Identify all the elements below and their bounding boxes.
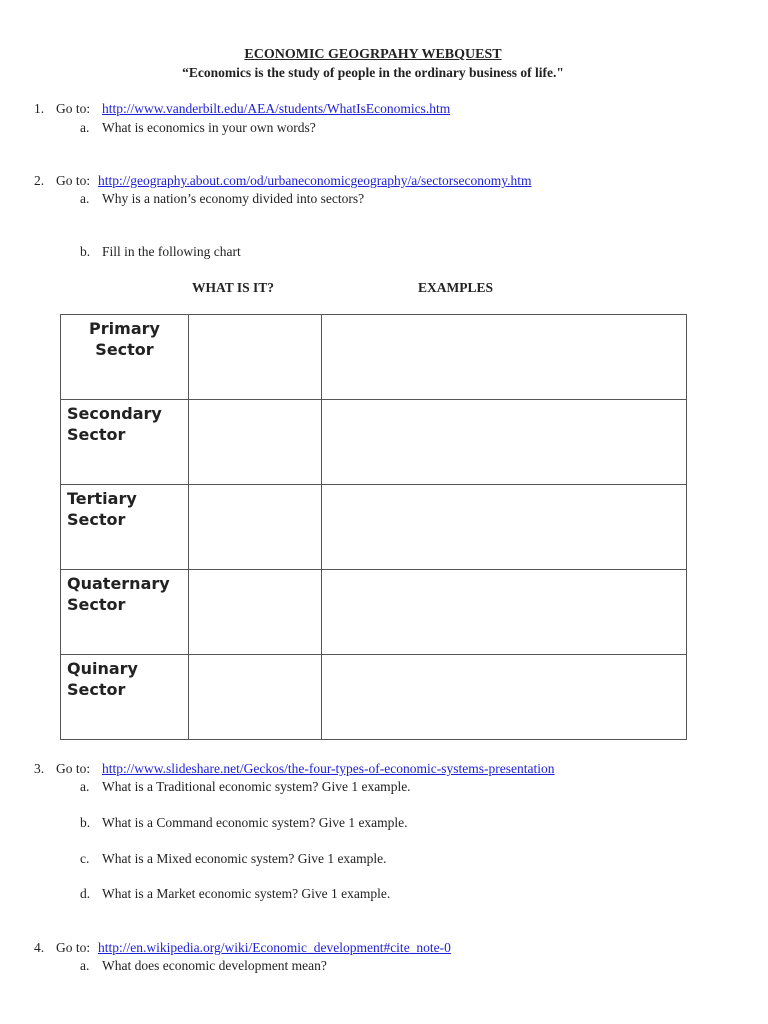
table-row — [61, 485, 687, 570]
item-text: Fill in the following chart — [102, 244, 241, 259]
sector-label-cell — [61, 655, 189, 740]
table-row — [61, 400, 687, 485]
sector-label — [61, 485, 188, 530]
question-number: 4. — [34, 940, 45, 955]
sector-word: Sector — [67, 595, 126, 614]
examples-cell[interactable] — [322, 655, 687, 740]
sector-name: Quaternary — [67, 574, 170, 593]
question-link[interactable]: http://en.wikipedia.org/wiki/Economic_development#cite_note-0 — [98, 940, 451, 955]
item-text: What is a Mixed economic system? Give 1 example. — [102, 851, 387, 866]
examples-cell[interactable] — [322, 315, 687, 400]
table-row — [61, 315, 687, 400]
what-is-it-cell[interactable] — [189, 570, 322, 655]
item-text: What is a Command economic system? Give 1 example. — [102, 815, 408, 830]
item-letter: d. — [80, 886, 91, 901]
question-link[interactable]: http://www.slideshare.net/Geckos/the-four-types-of-economic-systems-presentation — [102, 761, 555, 776]
sector-label — [61, 570, 188, 615]
table-row — [61, 570, 687, 655]
sector-label — [61, 400, 188, 445]
examples-cell[interactable] — [322, 400, 687, 485]
sector-name: Secondary — [67, 404, 162, 423]
sector-label-cell — [61, 485, 189, 570]
sector-name: Primary — [89, 319, 160, 338]
go-to-label: Go to: — [56, 101, 91, 116]
item-text: Why is a nation’s economy divided into sectors? — [102, 191, 365, 206]
examples-cell[interactable] — [322, 570, 687, 655]
item-letter: c. — [80, 851, 90, 866]
sector-chart — [60, 314, 687, 740]
go-to-label: Go to: — [56, 940, 91, 955]
chart-header-what-is-it: WHAT IS IT? — [192, 280, 275, 295]
item-letter: a. — [80, 779, 90, 794]
what-is-it-cell[interactable] — [189, 655, 322, 740]
question-link[interactable]: http://www.vanderbilt.edu/AEA/students/WhatIsEconomics.htm — [102, 101, 451, 116]
question-link[interactable]: http://geography.about.com/od/urbaneconomicgeography/a/sectorseconomy.htm — [98, 173, 532, 188]
chart-header-examples: EXAMPLES — [418, 280, 494, 295]
document-title: ECONOMIC GEOGRPAHY WEBQUEST — [244, 47, 502, 62]
sector-word: Sector — [95, 340, 154, 359]
question-number: 1. — [34, 101, 45, 116]
sector-name: Quinary — [67, 659, 138, 678]
item-text: What is economics in your own words? — [102, 120, 316, 135]
sector-word: Sector — [67, 680, 126, 699]
go-to-label: Go to: — [56, 761, 91, 776]
sector-label-cell — [61, 400, 189, 485]
sector-label — [61, 315, 188, 360]
go-to-label: Go to: — [56, 173, 91, 188]
sector-word: Sector — [67, 510, 126, 529]
examples-cell[interactable] — [322, 485, 687, 570]
question-number: 3. — [34, 761, 45, 776]
sector-name: Tertiary — [67, 489, 137, 508]
item-letter: b. — [80, 815, 91, 830]
item-letter: a. — [80, 120, 90, 135]
question-number: 2. — [34, 173, 45, 188]
sector-label — [61, 655, 188, 700]
item-text: What is a Market economic system? Give 1 example. — [102, 886, 391, 901]
item-text: What is a Traditional economic system? Give 1 example. — [102, 779, 411, 794]
item-letter: a. — [80, 191, 90, 206]
what-is-it-cell[interactable] — [189, 315, 322, 400]
table-row — [61, 655, 687, 740]
item-letter: b. — [80, 244, 91, 259]
sector-label-cell — [61, 315, 189, 400]
what-is-it-cell[interactable] — [189, 485, 322, 570]
item-text: What does economic development mean? — [102, 958, 327, 973]
document-quote: “Economics is the study of people in the ordinary business of life." — [182, 65, 564, 80]
item-letter: a. — [80, 958, 90, 973]
sector-label-cell — [61, 570, 189, 655]
what-is-it-cell[interactable] — [189, 400, 322, 485]
sector-word: Sector — [67, 425, 126, 444]
